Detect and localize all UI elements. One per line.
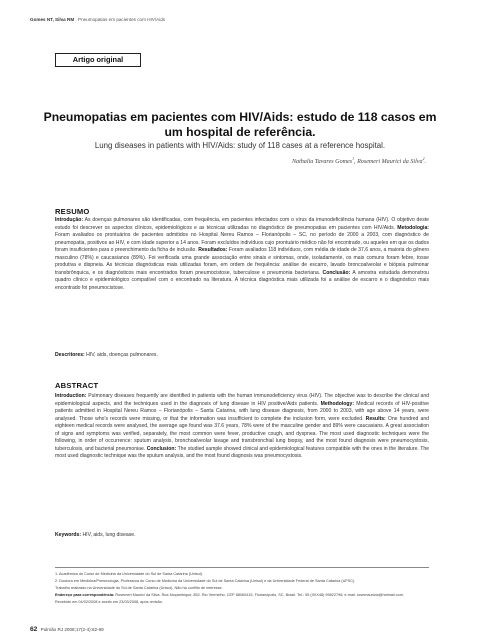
running-head-title: Pneumopatias em pacientes com HIV/Aids <box>78 17 166 22</box>
author-name: Rosemeri Maurici da Silva <box>357 159 423 166</box>
article-title-english: Lung diseases in patients with HIV/Aids: study of 118 cases at a reference hospital. <box>94 141 386 150</box>
footnote-item: 1. Acadêmica do Curso de Medicina da Universidade do Sul de Santa Catarina (Unisul). <box>55 572 203 576</box>
footnote-divider <box>55 567 429 568</box>
resumo-metodologia: Foram avaliados os prontuários de pacientes admitidos no Hospital Nereu Ramos – Florianópolis – SC, no período de 2000 a 2003, com diagnóstico de pneumopatia, positivos ao HIV, e com idade superior a 14 anos. Foram excluídos indivíduos cujo prontuário médico não foi encontrado, ou aqueles em que os dados foram insuficientes para o preenchimento da ficha de inclusão. <box>55 232 429 253</box>
resumo-heading: RESUMO <box>55 207 90 216</box>
resumo-resultados: Foram avaliados 118 indivíduos, com média de idade de 37,6 anos, a maioria do gênero masculino (78%) e caucasianos (89%). Foi verificada uma grande associação entre sinais e sintomas, onde, isoladamente, os mais comuns foram febre, tosse produtiva e dispneia. As técnicas diagnósticas mais utilizadas foram, em ordem de frequência: análise de escarro, lavado broncoalveolar e biópsia pulmonar transbrônquica, e os diagnósticos mais encontrados foram pneumocistose, tuberculose e pneumonia bacteriana. <box>55 247 429 276</box>
section-tag: Artigo original <box>55 53 141 67</box>
page-footer <box>30 626 104 633</box>
abstract-keywords <box>55 532 429 539</box>
footnote-item: 2. Doutora em Medicina/Pneumologia. Professora do Curso de Medicina da Universidade do Sul de Santa Catarina (Unisul) e da Universidade Federal de Santa Catarina (UFSC). <box>55 578 356 583</box>
resumo-keywords-label: Descritores: <box>55 352 85 358</box>
page-number: 62 <box>30 626 38 633</box>
received-dates: Recebido em 04/02/2008 e aceito em 23/03/2008, após revisão. <box>55 600 163 605</box>
resumo-label-resultados: Resultados: <box>198 247 228 253</box>
correspondence-label: Endereço para correspondência: <box>55 593 115 598</box>
running-head-authors: Gomes NT, Silva RM <box>30 17 75 22</box>
abstract-text <box>55 393 429 461</box>
author-list: Nathalia Tavares Gomes$^1$, Rosemeri Maurici da Silva$^2$. <box>291 157 426 166</box>
resumo-text <box>55 217 429 292</box>
abstract-keywords-label: Keywords: <box>55 532 82 538</box>
abstract-label-conclusion: Conclusion: <box>146 445 177 452</box>
resumo-introducao: As doenças pulmonares são identificadas, com frequência, em pacientes infectados com o vírus da imunodeficiência humana (HIV). O objetivo deste estudo foi descrever os aspectos clínicos, epidemiológicos e as técnicas utilizadas no diagnóstico de pneumopatias em pacientes com HIV/Aids. <box>55 217 429 231</box>
author-affiliation-mark: 2 <box>422 157 425 161</box>
resumo-keywords-value: HIV, aids, doenças pulmonares. <box>86 352 158 358</box>
journal-citation: Pulmão RJ 2008;17(2-4):62-69 <box>40 627 104 632</box>
abstract-results: One hundred and eighteen medical records were analysed, the average age found was 37.6 years, 78% were of the masculine gender and 89% were caucasians. A great association of signs and symptoms was verified, separately, the most common were fever, productive cough, and dyspnea. The most used diagnostic techniques were the following, in order of occurrence: sputum analysis, bronchoalveolar lavage and transbronchial lung biopsy, and the most found diagnosis were pneumocystosis, tuberculosis, and bacterial pneumoniae. <box>55 415 429 452</box>
abstract-conclusion: The studied sample showed clinical and epidemiological features compatible with the ones in the literature. The most used diagnostic technique was the sputum analysis, and the most found diagnosis was pneumocystosis. <box>55 445 430 459</box>
author-name: Nathalia Tavares Gomes <box>291 159 353 166</box>
abstract-label-introduction: Introduction: <box>55 393 87 399</box>
running-head-separator: . <box>74 17 79 22</box>
article-title: Pneumopatias em pacientes com HIV/Aids: estudo de 118 casos em um hospital de referência. <box>43 110 437 139</box>
resumo-label-conclusao: Conclusão: <box>322 269 351 276</box>
correspondence-address <box>55 593 431 598</box>
abstract-label-methodology: Methodology: <box>320 400 355 407</box>
footnotes <box>55 572 431 607</box>
resumo-keywords <box>55 352 429 359</box>
resumo-label-metodologia: Metodologia: <box>397 224 429 231</box>
abstract-label-results: Results: <box>365 415 386 422</box>
abstract-keywords-value: HIV, aids, lung disease. <box>82 532 136 538</box>
abstract-heading: ABSTRACT <box>55 381 99 390</box>
correspondence-text: Rosemeri Maurici da Silva. Rua Moçambique, 852. Rio Vermelho, CEP 88060415, Florianópolis, SC, Brasil. Tel.: 55 (0XX48) 99822796; e-mail: rosemauricia@hotmail.com. <box>115 593 404 598</box>
resumo-conclusao: A amostra estudada demonstrou quadro clínico e epidemiológico compatível com o encontrado na literatura. A técnica diagnóstica mais utilizada foi a análise de escarro e o diagnóstico mais encontrado foi pneumocistose. <box>55 269 429 291</box>
resumo-label-introducao: Introdução: <box>55 217 84 223</box>
footnote-item: Trabalho realizado na Universidade do Sul de Santa Catarina (Unisul). Não há conflito de interesse. <box>55 585 223 590</box>
author-affiliation-mark: 1 <box>352 157 355 161</box>
abstract-introduction: Pulmonary diseases frequently are identified in patients with the human immunodeficiency virus (HIV). The objective was to describe the clinical and epidemiological aspects, and the techniques used in the diagnosis of lung disease in HIV positive/Aids patients. <box>55 393 430 407</box>
running-head <box>30 17 165 22</box>
abstract-methodology: Medical records of HIV-positive patients admitted in Hospital Nereu Ramos – Florianópolis – Santa Catarina, with lung disease diagnosis, from 2000 to 2003, with age above 14 years, were analysed. Those who's records were missing, or that the information was insufficient to complete the inclusion form, were excluded. <box>55 400 429 422</box>
